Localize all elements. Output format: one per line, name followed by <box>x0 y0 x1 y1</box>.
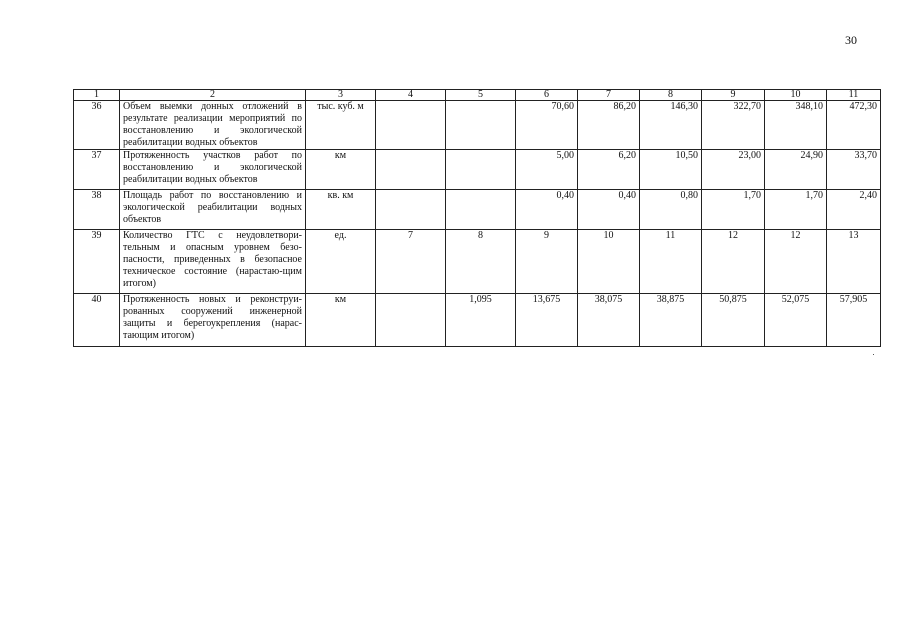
value-cell: 348,10 <box>765 101 827 150</box>
value-cell <box>376 101 446 150</box>
value-cell <box>376 190 446 230</box>
value-cell: 146,30 <box>640 101 702 150</box>
unit-cell: ед. <box>306 230 376 294</box>
header-cell: 8 <box>640 90 702 101</box>
value-cell: 50,875 <box>702 294 765 347</box>
value-cell: 0,40 <box>516 190 578 230</box>
value-cell: 472,30 <box>827 101 881 150</box>
row-number: 36 <box>74 101 120 150</box>
value-cell: 12 <box>702 230 765 294</box>
header-cell: 7 <box>578 90 640 101</box>
value-cell: 38,075 <box>578 294 640 347</box>
value-cell: 7 <box>376 230 446 294</box>
value-cell: 5,00 <box>516 150 578 190</box>
header-cell: 5 <box>446 90 516 101</box>
value-cell: 33,70 <box>827 150 881 190</box>
row-number: 39 <box>74 230 120 294</box>
value-cell: 1,70 <box>702 190 765 230</box>
value-cell <box>446 101 516 150</box>
value-cell <box>376 150 446 190</box>
value-cell: 52,075 <box>765 294 827 347</box>
header-cell: 9 <box>702 90 765 101</box>
header-cell: 2 <box>120 90 306 101</box>
table-row <box>74 230 881 294</box>
value-cell: 6,20 <box>578 150 640 190</box>
value-cell: 24,90 <box>765 150 827 190</box>
header-cell: 4 <box>376 90 446 101</box>
value-cell: 70,60 <box>516 101 578 150</box>
indicator-name: Протяженность новых и реконструи-рованных сооружений инженерной защиты и берегоукрепления (нарас-тающим итогом) <box>120 294 306 347</box>
indicator-name: Площадь работ по восстановлению и экологической реабилитации водных объектов <box>120 190 306 230</box>
value-cell: 2,40 <box>827 190 881 230</box>
indicators-table <box>73 89 881 347</box>
unit-cell: тыс. куб. м <box>306 101 376 150</box>
value-cell: 8 <box>446 230 516 294</box>
value-cell: 1,095 <box>446 294 516 347</box>
row-number: 38 <box>74 190 120 230</box>
header-row <box>74 90 881 101</box>
header-cell: 6 <box>516 90 578 101</box>
header-cell: 11 <box>827 90 881 101</box>
value-cell: 12 <box>765 230 827 294</box>
row-number: 40 <box>74 294 120 347</box>
value-cell: 322,70 <box>702 101 765 150</box>
value-cell <box>446 150 516 190</box>
value-cell: 57,905 <box>827 294 881 347</box>
value-cell <box>446 190 516 230</box>
value-cell: 0,40 <box>578 190 640 230</box>
value-cell: 10 <box>578 230 640 294</box>
indicator-name: Объем выемки донных отложений в результате реализации мероприятий по восстановлению и экологической реабилитации водных объектов <box>120 101 306 150</box>
value-cell: 10,50 <box>640 150 702 190</box>
value-cell: 11 <box>640 230 702 294</box>
value-cell: 38,875 <box>640 294 702 347</box>
header-cell: 3 <box>306 90 376 101</box>
value-cell: 0,80 <box>640 190 702 230</box>
scan-speck <box>873 354 874 355</box>
value-cell: 23,00 <box>702 150 765 190</box>
table-row <box>74 190 881 230</box>
value-cell: 9 <box>516 230 578 294</box>
table-row <box>74 294 881 347</box>
unit-cell: км <box>306 150 376 190</box>
unit-cell: км <box>306 294 376 347</box>
table-row <box>74 101 881 150</box>
indicator-name: Количество ГТС с неудовлетвори-тельным и опасным уровнем безо-пасности, приведенных в безопасное техническое состояние (нарастаю-щим итогом) <box>120 230 306 294</box>
value-cell: 86,20 <box>578 101 640 150</box>
value-cell: 13,675 <box>516 294 578 347</box>
header-cell: 10 <box>765 90 827 101</box>
value-cell: 13 <box>827 230 881 294</box>
row-number: 37 <box>74 150 120 190</box>
value-cell <box>376 294 446 347</box>
unit-cell: кв. км <box>306 190 376 230</box>
table-row <box>74 150 881 190</box>
page-number: 30 <box>845 33 857 47</box>
indicator-name: Протяженность участков работ по восстановлению и экологической реабилитации водных объектов <box>120 150 306 190</box>
value-cell: 1,70 <box>765 190 827 230</box>
header-cell: 1 <box>74 90 120 101</box>
